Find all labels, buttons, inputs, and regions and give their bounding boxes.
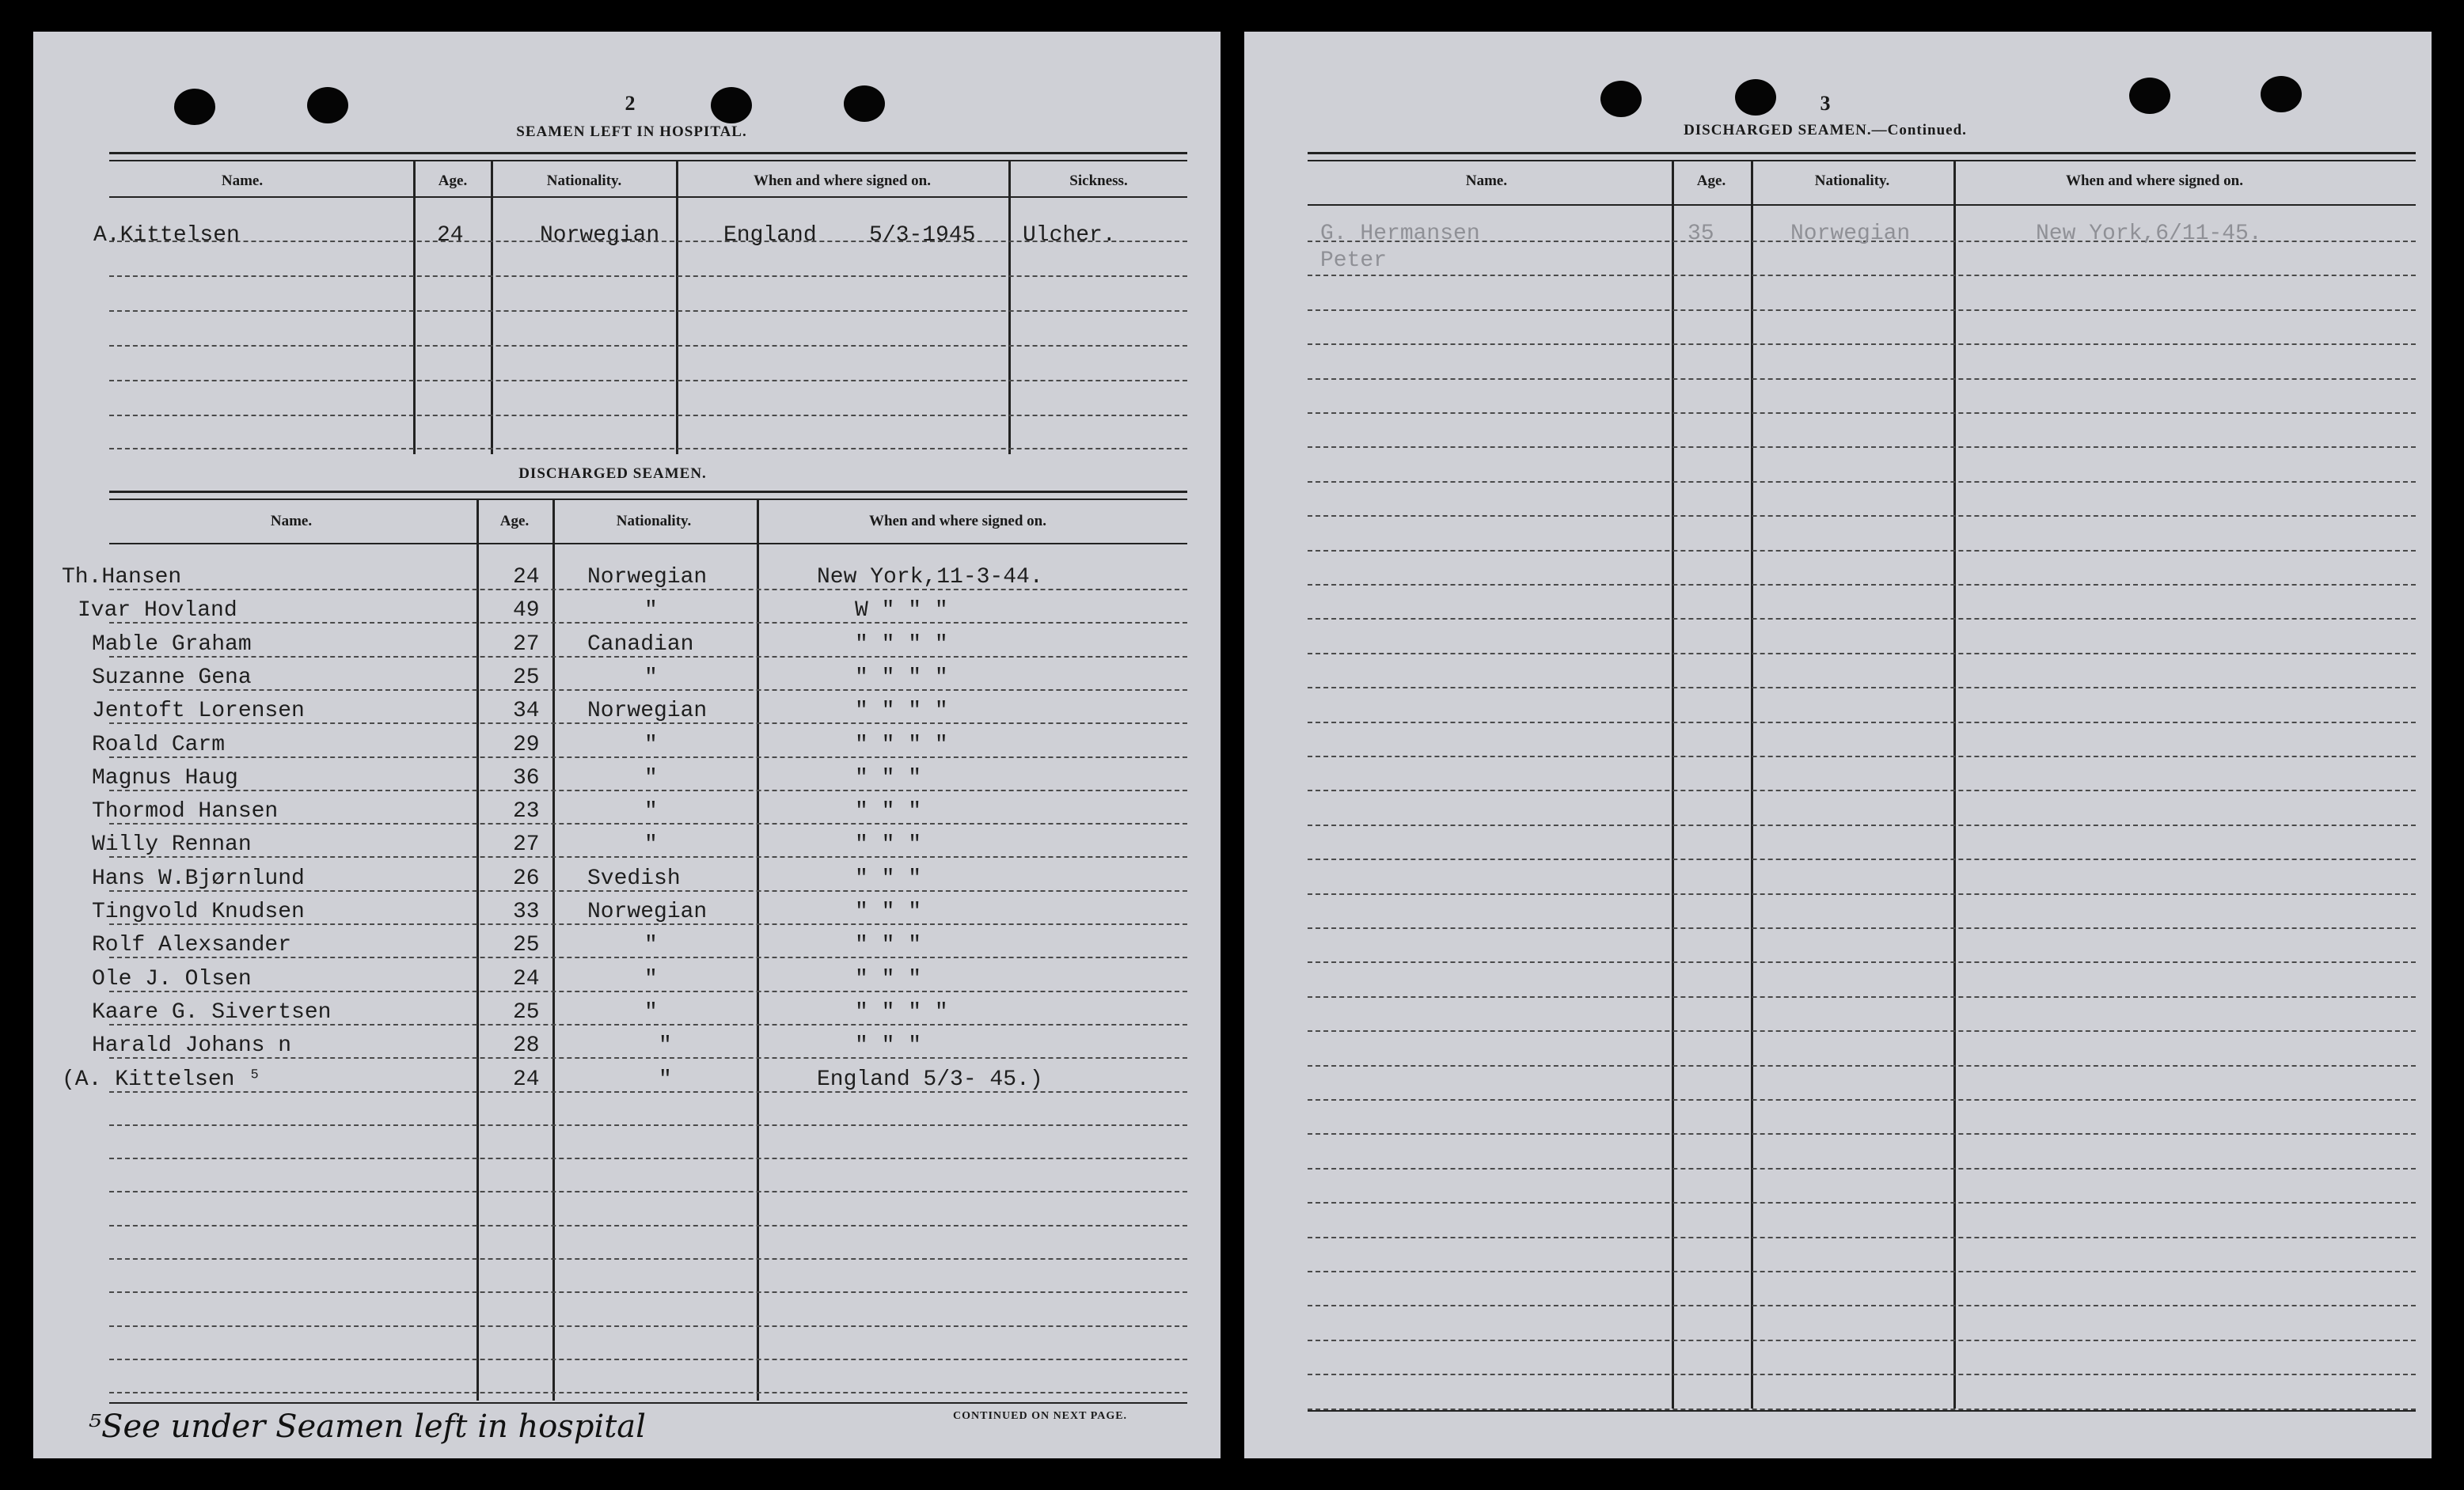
punch-hole xyxy=(1735,79,1776,116)
ruled-line xyxy=(1308,996,2416,998)
ruled-line xyxy=(109,1191,1187,1192)
ruled-line xyxy=(1308,343,2416,345)
ruled-line xyxy=(1308,446,2416,448)
ruled-line xyxy=(1308,722,2416,723)
discharged-signed: " " " xyxy=(855,866,922,891)
ruled-line xyxy=(109,1359,1187,1360)
discharged-header-signed: When and where signed on. xyxy=(868,513,1047,529)
discharged-age: 28 xyxy=(513,1033,540,1059)
ruled-line xyxy=(1308,1168,2416,1170)
discharged-signed: " " " xyxy=(855,799,922,825)
discharged-header-age: Age. xyxy=(499,513,530,529)
hospital-nationality: Norwegian xyxy=(540,223,660,248)
handwritten-note: ⁵See under Seamen left in hospital xyxy=(89,1408,646,1445)
ruled-line xyxy=(1308,275,2416,276)
discharged-signed: " " " " xyxy=(855,999,948,1025)
continued-header-name: Name. xyxy=(1465,173,1508,189)
discharged-nationality: Norwegian xyxy=(587,565,708,590)
punch-hole xyxy=(174,89,215,125)
discharged-header-name: Name. xyxy=(270,513,313,529)
discharged-name: (A. Kittelsen ⁵ xyxy=(62,1067,262,1092)
hospital-header-age: Age. xyxy=(438,173,468,189)
discharged-header-nationality: Nationality. xyxy=(616,513,692,529)
discharged-age: 24 xyxy=(513,966,540,991)
ghost-nationality: Norwegian xyxy=(1790,222,1911,246)
discharged-name: Th.Hansen xyxy=(62,565,182,590)
discharged-age: 36 xyxy=(513,765,540,790)
ruled-line xyxy=(1308,584,2416,586)
ruled-line xyxy=(1308,1202,2416,1204)
hospital-date: 5/3-1945 xyxy=(869,223,976,248)
ruled-line xyxy=(109,1325,1187,1327)
discharged-age: 24 xyxy=(513,1067,540,1092)
continued-section-title: DISCHARGED SEAMEN.—Continued. xyxy=(1684,122,1967,138)
ruled-line xyxy=(1308,550,2416,552)
discharged-signed: " " " xyxy=(855,765,922,790)
hospital-section-title: SEAMEN LEFT IN HOSPITAL. xyxy=(516,123,747,140)
discharged-signed: " " " xyxy=(855,1033,922,1059)
discharged-nationality: Canadian xyxy=(587,631,694,657)
discharged-nationality: " xyxy=(644,598,658,624)
ruled-line xyxy=(1308,859,2416,860)
discharged-nationality: " xyxy=(644,765,658,790)
hospital-sickness: Ulcher. xyxy=(1023,223,1116,248)
discharged-name: Jentoft Lorensen xyxy=(92,699,305,724)
discharged-nationality: " xyxy=(644,832,658,858)
discharged-age: 24 xyxy=(513,565,540,590)
discharged-signed: " " " xyxy=(855,933,922,958)
page-number: 2 xyxy=(625,92,636,115)
ruled-line xyxy=(1308,1237,2416,1238)
continued-header-age: Age. xyxy=(1696,173,1726,189)
discharged-signed: " " " xyxy=(855,900,922,924)
discharged-name: Harald Johans n xyxy=(92,1033,292,1059)
discharged-name: Kaare G. Sivertsen xyxy=(92,999,332,1025)
discharged-age: 25 xyxy=(513,665,540,690)
ruled-line xyxy=(1308,1408,2416,1410)
discharged-age: 29 xyxy=(513,732,540,757)
discharged-name: Willy Rennan xyxy=(92,832,252,858)
continued-header-nationality: Nationality. xyxy=(1814,173,1890,189)
left-page xyxy=(33,32,1221,1458)
discharged-age: 27 xyxy=(513,832,540,858)
punch-hole xyxy=(844,85,885,122)
ruled-line xyxy=(1308,927,2416,929)
discharged-signed: " " " xyxy=(855,832,922,858)
hospital-place: England xyxy=(723,223,817,248)
ghost-name-2: Peter xyxy=(1320,248,1388,273)
hospital-header-signed: When and where signed on. xyxy=(753,173,932,189)
ghost-age: 35 xyxy=(1688,222,1714,246)
ghost-signed: New York,6/11-45. xyxy=(2036,222,2262,246)
discharged-nationality: Norwegian xyxy=(587,900,708,924)
discharged-name: Rolf Alexsander xyxy=(92,933,292,958)
ruled-line xyxy=(1308,618,2416,620)
discharged-signed: " " " " xyxy=(855,631,948,657)
ruled-line xyxy=(1308,515,2416,517)
discharged-name: Ole J. Olsen xyxy=(92,966,252,991)
ruled-line xyxy=(1308,1271,2416,1272)
discharged-nationality: " xyxy=(644,933,658,958)
discharged-name: Ivar Hovland xyxy=(78,598,237,624)
ghost-name: G. Hermansen xyxy=(1320,222,1480,246)
ruled-line xyxy=(1308,1305,2416,1306)
ruled-line xyxy=(109,1392,1187,1393)
discharged-nationality: " xyxy=(644,732,658,757)
discharged-nationality: " xyxy=(644,799,658,825)
page-number: 3 xyxy=(1820,92,1831,115)
hospital-header-nationality: Nationality. xyxy=(546,173,622,189)
ruled-line xyxy=(109,1291,1187,1293)
discharged-name: Roald Carm xyxy=(92,732,226,757)
discharged-nationality: " xyxy=(659,1067,672,1092)
discharged-nationality: " xyxy=(659,1033,672,1059)
ruled-line xyxy=(1308,1065,2416,1067)
ruled-line xyxy=(1308,1133,2416,1135)
punch-hole xyxy=(307,87,348,123)
discharged-signed: " " " " xyxy=(855,699,948,724)
discharged-nationality: Norwegian xyxy=(587,699,708,724)
punch-hole xyxy=(2129,78,2170,114)
ruled-line xyxy=(1308,825,2416,826)
discharged-nationality: " xyxy=(644,665,658,690)
ruled-line xyxy=(1308,961,2416,963)
ruled-line xyxy=(109,1158,1187,1159)
discharged-name: Tingvold Knudsen xyxy=(92,900,305,924)
ruled-line xyxy=(1308,481,2416,483)
ruled-line xyxy=(1308,687,2416,688)
ruled-line xyxy=(1308,756,2416,757)
hospital-age: 24 xyxy=(437,223,464,248)
ruled-line xyxy=(1308,309,2416,311)
discharged-age: 25 xyxy=(513,933,540,958)
discharged-signed: W " " " xyxy=(855,598,948,624)
discharged-name: Mable Graham xyxy=(92,631,252,657)
ruled-line xyxy=(109,1124,1187,1126)
discharged-name: Thormod Hansen xyxy=(92,799,279,825)
continued-footer: CONTINUED ON NEXT PAGE. xyxy=(953,1410,1128,1422)
ruled-line xyxy=(1308,1099,2416,1101)
punch-hole xyxy=(711,87,752,123)
discharged-signed: New York,11-3-44. xyxy=(817,565,1043,590)
discharged-age: 26 xyxy=(513,866,540,891)
hospital-header-sickness: Sickness. xyxy=(1069,173,1128,189)
ruled-line xyxy=(1308,653,2416,654)
ruled-line xyxy=(1308,1030,2416,1032)
ruled-line xyxy=(109,1258,1187,1260)
discharged-name: Suzanne Gena xyxy=(92,665,252,690)
ruled-line xyxy=(1308,378,2416,380)
hospital-name: A.Kittelsen xyxy=(93,223,240,248)
ruled-line xyxy=(1308,893,2416,895)
discharged-age: 49 xyxy=(513,598,540,624)
ruled-line xyxy=(1308,1374,2416,1375)
discharged-age: 23 xyxy=(513,799,540,825)
discharged-nationality: " xyxy=(644,966,658,991)
discharged-name: Hans W.Bjørnlund xyxy=(92,866,305,891)
discharged-section-title: DISCHARGED SEAMEN. xyxy=(518,465,707,482)
discharged-age: 33 xyxy=(513,900,540,924)
punch-hole xyxy=(2261,76,2302,112)
ruled-line xyxy=(1308,790,2416,791)
discharged-signed: " " " xyxy=(855,966,922,991)
discharged-nationality: Svedish xyxy=(587,866,681,891)
discharged-age: 34 xyxy=(513,699,540,724)
ruled-line xyxy=(109,1225,1187,1227)
ruled-line xyxy=(1308,1340,2416,1341)
ruled-line xyxy=(1308,412,2416,414)
hospital-header-name: Name. xyxy=(221,173,264,189)
discharged-signed: England 5/3- 45.) xyxy=(817,1067,1043,1092)
discharged-name: Magnus Haug xyxy=(92,765,238,790)
right-page xyxy=(1244,32,2432,1458)
discharged-age: 27 xyxy=(513,631,540,657)
discharged-signed: " " " " xyxy=(855,732,948,757)
discharged-nationality: " xyxy=(644,999,658,1025)
discharged-age: 25 xyxy=(513,999,540,1025)
continued-header-signed: When and where signed on. xyxy=(2065,173,2244,189)
discharged-signed: " " " " xyxy=(855,665,948,690)
punch-hole xyxy=(1600,81,1642,117)
